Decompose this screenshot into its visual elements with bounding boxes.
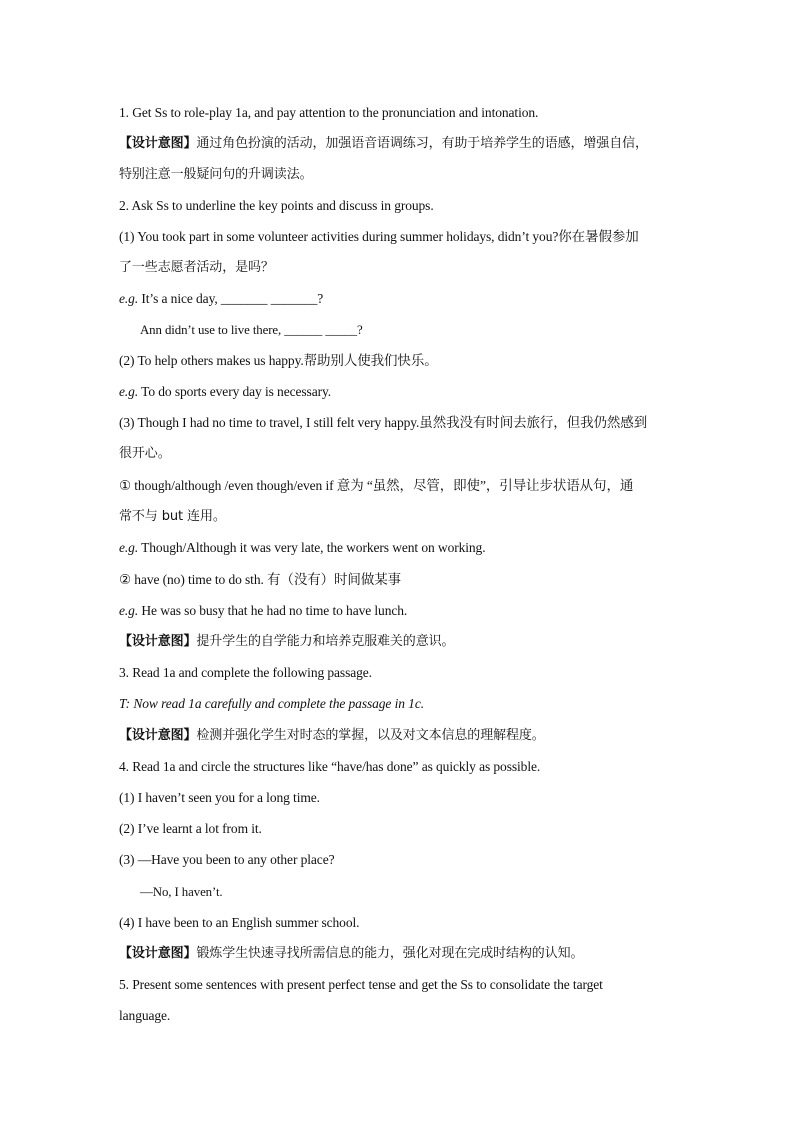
note-though: ① though/although /even though/even if 意为 “虽然，尽管，即使”，引导让步状语从句，通 bbox=[119, 478, 634, 493]
eg-label: e.g. bbox=[119, 384, 139, 399]
step-4-circle: 4. Read 1a and circle the structures like “have/has done” as quickly as possible. bbox=[119, 759, 541, 774]
design-intent-2: 【设计意图】提升学生的自学能力和培养克服难关的意识。 bbox=[119, 634, 455, 649]
design-intent-label: 【设计意图】 bbox=[119, 136, 197, 151]
example-busy: e.g. He was so busy that he had no time to have lunch. bbox=[119, 603, 408, 618]
step-1-roleplay: 1. Get Ss to role-play 1a, and pay attention to the pronunciation and intonation. bbox=[119, 105, 539, 120]
note-though-cont: 常不与 but 连用。 bbox=[119, 509, 226, 524]
design-intent-1: 【设计意图】通过角色扮演的活动，加强语音语调练习，有助于培养学生的语感，增强自信， bbox=[119, 136, 648, 151]
design-intent-label: 【设计意图】 bbox=[119, 728, 197, 743]
structure-1: (1) I haven’t seen you for a long time. bbox=[119, 790, 320, 805]
step-5-present: 5. Present some sentences with present perfect tense and get the Ss to consolidate the target bbox=[119, 977, 603, 992]
design-intent-label: 【设计意图】 bbox=[119, 634, 197, 649]
example-nice-day: e.g. It’s a nice day, _______ _______? bbox=[119, 291, 324, 306]
point-3-sentence: (3) Though I had no time to travel, I still felt very happy.虽然我没有时间去旅行，但我仍然感到 bbox=[119, 415, 648, 430]
structure-4: (4) I have been to an English summer school. bbox=[119, 915, 360, 930]
design-intent-1-cont: 特别注意一般疑问句的升调读法。 bbox=[119, 167, 313, 182]
step-2-underline: 2. Ask Ss to underline the key points and discuss in groups. bbox=[119, 198, 434, 213]
point-1-sentence: (1) You took part in some volunteer activities during summer holidays, didn’t you?你在暑假参加 bbox=[119, 229, 639, 244]
design-intent-4: 【设计意图】锻炼学生快速寻找所需信息的能力，强化对现在完成时结构的认知。 bbox=[119, 946, 584, 961]
step-5-present-cont: language. bbox=[119, 1008, 171, 1023]
teacher-instruction: T: Now read 1a carefully and complete the passage in 1c. bbox=[119, 696, 424, 711]
point-1-translation: 了一些志愿者活动，是吗？ bbox=[119, 260, 274, 275]
eg-label: e.g. bbox=[119, 291, 139, 306]
note-have-time: ② have (no) time to do sth. 有（没有）时间做某事 bbox=[119, 572, 402, 587]
design-intent-label: 【设计意图】 bbox=[119, 946, 197, 961]
point-3-translation: 很开心。 bbox=[119, 446, 171, 461]
eg-label: e.g. bbox=[119, 603, 139, 618]
example-sports: e.g. To do sports every day is necessary. bbox=[119, 384, 332, 399]
example-ann: Ann didn’t use to live there, ______ _____? bbox=[140, 323, 363, 337]
eg-label: e.g. bbox=[119, 540, 139, 555]
point-2-sentence: (2) To help others makes us happy.帮助别人使我们快乐。 bbox=[119, 353, 438, 368]
structure-2: (2) I’ve learnt a lot from it. bbox=[119, 821, 262, 836]
step-3-read: 3. Read 1a and complete the following passage. bbox=[119, 665, 372, 680]
example-though: e.g. Though/Although it was very late, the workers went on working. bbox=[119, 540, 486, 555]
design-intent-3: 【设计意图】检测并强化学生对时态的掌握，以及对文本信息的理解程度。 bbox=[119, 728, 545, 743]
structure-3-answer: —No, I haven’t. bbox=[140, 885, 223, 899]
structure-3: (3) —Have you been to any other place? bbox=[119, 852, 335, 867]
